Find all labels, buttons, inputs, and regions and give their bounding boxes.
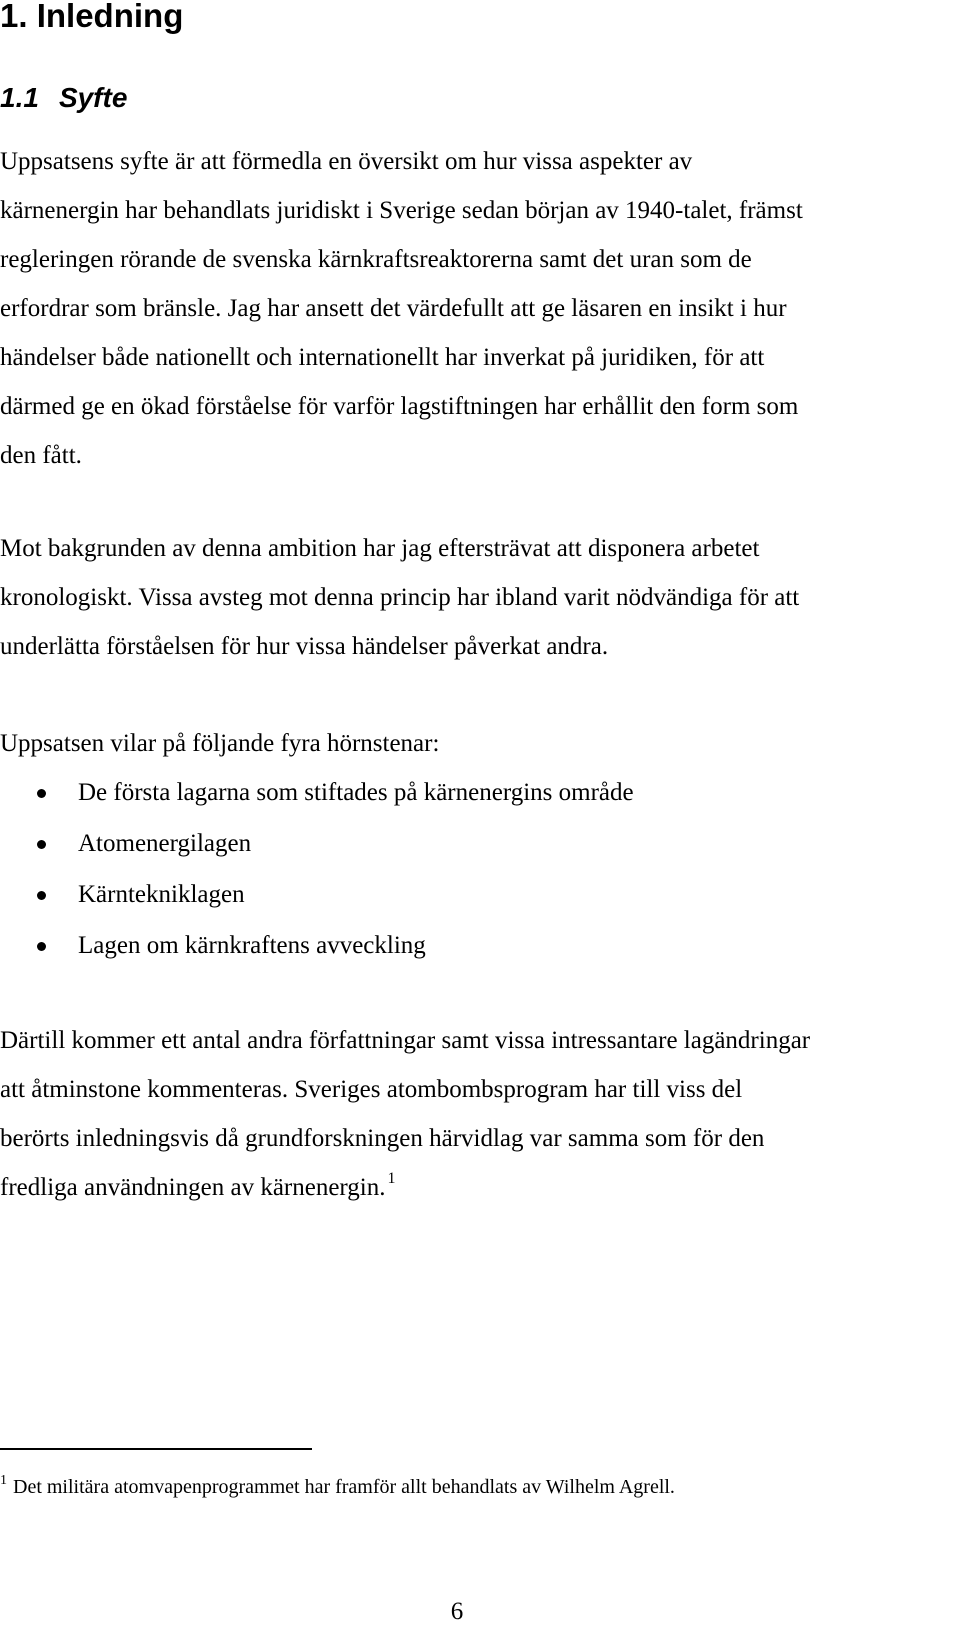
footnote-number: 1	[0, 1473, 7, 1488]
paragraph-line: Uppsatsen vilar på följande fyra hörnstenar:	[0, 730, 440, 757]
paragraph-line: Mot bakgrunden av denna ambition har jag eftersträvat att disponera arbetet	[0, 535, 760, 562]
paragraph-line: därmed ge en ökad förståelse för varför lagstiftningen har erhållit den form som	[0, 393, 799, 420]
bullet-icon	[37, 789, 46, 798]
paragraph-line: att åtminstone kommenteras. Sveriges atombombsprogram har till viss del	[0, 1076, 743, 1103]
paragraph-line: kronologiskt. Vissa avsteg mot denna princip har ibland varit nödvändiga för att	[0, 584, 800, 611]
bullet-icon	[37, 942, 46, 951]
list-item-label: Kärntekniklagen	[78, 881, 245, 908]
list-item-label: Atomenergilagen	[78, 830, 252, 857]
list-item-label: De första lagarna som stiftades på kärnenergins område	[78, 779, 634, 806]
list-item	[0, 869, 634, 920]
section-title: Syfte	[58, 82, 128, 113]
chapter-number: 1.	[0, 0, 28, 34]
bullet-icon	[37, 840, 46, 849]
chapter-title: Inledning	[36, 0, 184, 34]
paragraph-line: kärnenergin har behandlats juridiskt i Sverige sedan början av 1940-talet, främst	[0, 197, 803, 224]
chapter-heading	[0, 0, 183, 38]
section-number: 1.1	[0, 82, 39, 113]
list-item	[0, 818, 634, 869]
paragraph-disposition	[0, 524, 958, 671]
cornerstones-list	[0, 767, 634, 971]
paragraph-additional	[0, 1016, 958, 1215]
paragraph-line: berörts inledningsvis då grundforskningen härvidlag var samma som för den	[0, 1125, 765, 1152]
paragraph-line: erfordrar som bränsle. Jag har ansett det värdefullt att ge läsaren en insikt i hur	[0, 295, 787, 322]
paragraph-purpose	[0, 137, 958, 480]
paragraph-line	[0, 1163, 958, 1215]
section-heading	[0, 78, 127, 118]
paragraph-line: regleringen rörande de svenska kärnkraftsreaktorerna samt det uran som de	[0, 246, 752, 273]
footnote-text: Det militära atomvapenprogrammet har framför allt behandlats av Wilhelm Agrell.	[13, 1476, 675, 1498]
list-item-label: Lagen om kärnkraftens avveckling	[78, 932, 426, 959]
paragraph-line: händelser både nationellt och internationellt har inverkat på juridiken, för att	[0, 344, 765, 371]
paragraph-line: Därtill kommer ett antal andra författningar samt vissa intressantare lagändringar	[0, 1027, 811, 1054]
paragraph-line: underlätta förståelsen för hur vissa händelser påverkat andra.	[0, 633, 609, 660]
footnote-reference[interactable]: 1	[387, 1170, 396, 1187]
paragraph-line-text: fredliga användningen av kärnenergin.	[0, 1174, 386, 1201]
list-item	[0, 920, 634, 971]
paragraph-cornerstones-intro	[0, 719, 958, 768]
page-number: 6	[450, 1598, 464, 1625]
paragraph-line: den fått.	[0, 442, 82, 469]
footnote	[0, 1474, 675, 1503]
list-item	[0, 767, 634, 818]
footnote-separator	[0, 1448, 312, 1450]
bullet-icon	[37, 891, 46, 900]
paragraph-line: Uppsatsens syfte är att förmedla en översikt om hur vissa aspekter av	[0, 148, 693, 175]
